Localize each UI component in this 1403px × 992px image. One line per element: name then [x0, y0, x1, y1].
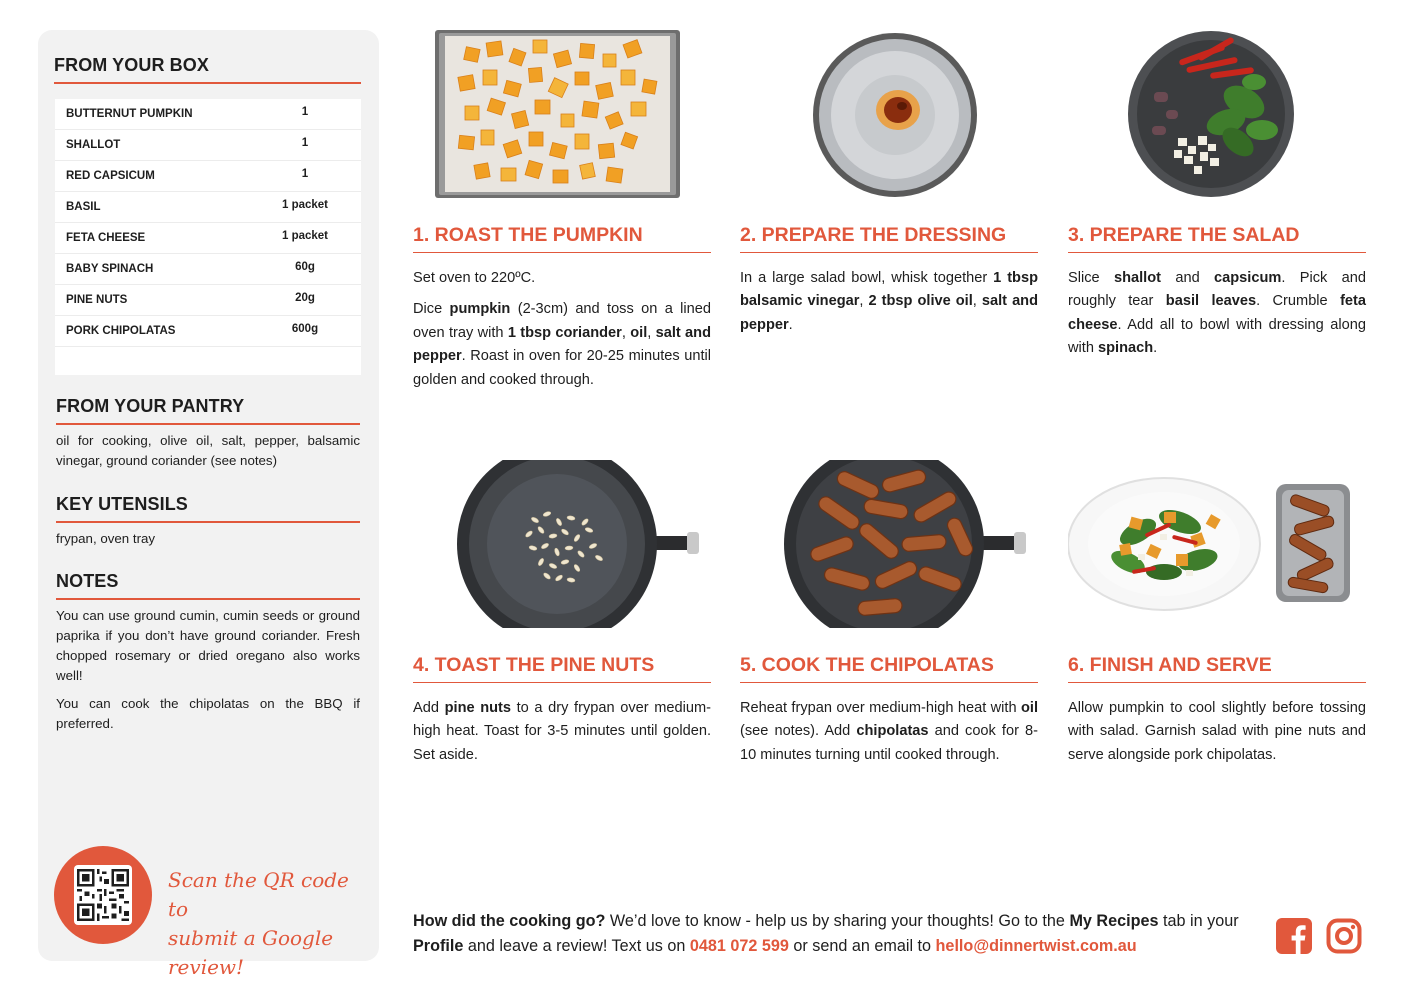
ingredient-qty: 1 packet	[281, 199, 329, 211]
ingredient-name: FETA CHEESE	[66, 232, 146, 244]
from-your-pantry-heading: FROM YOUR PANTRY	[56, 396, 360, 425]
qr-caption	[168, 866, 368, 982]
ingredient-qty: 1	[301, 137, 309, 149]
from-your-box-heading: FROM YOUR BOX	[54, 55, 361, 84]
qr-code-icon[interactable]	[74, 865, 132, 925]
ingredient-name: BUTTERNUT PUMPKIN	[66, 108, 193, 120]
table-row	[55, 254, 361, 285]
table-row	[55, 130, 361, 161]
step-body	[740, 267, 1038, 337]
step-text: Add pine nuts to a dry frypan over medium-high heat. Toast for 3-5 minutes until golden. Set aside.	[413, 700, 711, 763]
ingredient-qty: 1	[301, 106, 309, 118]
ingredient-qty: 1 packet	[281, 230, 329, 242]
facebook-icon[interactable]	[1276, 918, 1312, 954]
table-row	[55, 161, 361, 192]
pantry-text: oil for cooking, olive oil, salt, pepper, balsamic vinegar, ground coriander (see notes)	[56, 433, 360, 468]
step-body	[740, 697, 1038, 767]
table-row	[55, 316, 361, 347]
step-title: 1. ROAST THE PUMPKIN	[413, 224, 711, 253]
instagram-icon[interactable]	[1326, 918, 1362, 954]
qr-badge	[54, 846, 152, 944]
step-6	[1068, 460, 1366, 830]
ingredient-name: BABY SPINACH	[66, 263, 154, 275]
note-text: You can cook the chipolatas on the BBQ if preferred.	[56, 696, 360, 731]
ingredients-sidebar	[38, 30, 379, 979]
ingredient-name: PINE NUTS	[66, 294, 128, 306]
notes-heading: NOTES	[56, 571, 360, 600]
ingredient-name: RED CAPSICUM	[66, 170, 155, 182]
step-text: Set oven to 220ºC.	[413, 270, 536, 286]
profile-label: Profile	[413, 937, 464, 955]
step-3	[1068, 30, 1366, 400]
phone-link[interactable]: 0481 072 599	[689, 937, 789, 955]
step-title: 2. PREPARE THE DRESSING	[740, 224, 1038, 253]
ingredient-name: BASIL	[66, 201, 101, 213]
table-row	[55, 285, 361, 316]
step-text: Slice shallot and capsicum. Pick and roughly tear basil leaves. Crumble feta cheese. Add all to bowl with dressing along with spinach.	[1068, 270, 1367, 357]
ingredient-qty: 600g	[291, 323, 319, 335]
step-text: In a large salad bowl, whisk together 1 tbsp balsamic vinegar, 2 tbsp olive oil, salt and pepper.	[740, 270, 1039, 333]
roasted-pumpkin-tray-image	[435, 30, 680, 198]
step-4	[413, 460, 711, 830]
ingredient-qty: 60g	[295, 261, 315, 273]
salad-bowl-image	[1126, 30, 1296, 198]
step-title: 4. TOAST THE PINE NUTS	[413, 654, 711, 683]
step-title: 5. COOK THE CHIPOLATAS	[740, 654, 1038, 683]
my-recipes-label: My Recipes	[1069, 912, 1159, 930]
table-row	[55, 223, 361, 254]
step-text: Allow pumpkin to cool slightly before tossing with salad. Garnish salad with pine nuts and serve alongside pork chipolatas.	[1068, 700, 1366, 763]
ingredients-table	[55, 99, 361, 375]
review-footer: How did the cooking go? We’d love to know - help us by sharing your thoughts! Go to the My Recipes tab in your Profile and leave a review! Text us on 0481 072 599 or send an email to hello@dinnertwist.com.au	[413, 912, 1239, 955]
step-1	[413, 30, 711, 400]
qr-caption-line: Scan the QR code to	[168, 868, 349, 921]
step-title: 3. PREPARE THE SALAD	[1068, 224, 1366, 253]
table-row	[55, 192, 361, 223]
ingredient-name: SHALLOT	[66, 139, 121, 151]
finished-dish-image	[1068, 472, 1358, 614]
key-utensils-heading: KEY UTENSILS	[56, 494, 360, 523]
step-body	[413, 267, 711, 392]
utensils-text: frypan, oven tray	[56, 531, 156, 546]
toasted-pine-nuts-pan-image	[455, 460, 705, 628]
footer-question: How did the cooking go?	[413, 912, 606, 930]
email-link[interactable]: hello@dinnertwist.com.au	[935, 937, 1137, 955]
qr-caption-line: submit a Google review!	[168, 926, 334, 979]
step-body	[413, 697, 711, 767]
table-row	[55, 99, 361, 130]
step-2	[740, 30, 1038, 400]
step-body	[1068, 697, 1366, 767]
ingredient-name: PORK CHIPOLATAS	[66, 325, 176, 337]
step-5	[740, 460, 1038, 830]
step-text: Dice pumpkin (2-3cm) and toss on a lined oven tray with 1 tbsp coriander, oil, salt and pepper. Roast in oven for 20-25 minutes until golden and cooked through.	[413, 301, 712, 388]
ingredient-qty: 1	[301, 168, 309, 180]
dressing-bowl-image	[812, 32, 978, 198]
note-text: You can use ground cumin, cumin seeds or ground paprika if you don’t have ground coriander. Fresh chopped rosemary or dried oregano also works well!	[56, 608, 360, 683]
step-text: Reheat frypan over medium-high heat with oil (see notes). Add chipolatas and cook for 8-10 minutes turning until cooked through.	[740, 700, 1038, 763]
ingredient-qty: 20g	[295, 292, 315, 304]
step-title: 6. FINISH AND SERVE	[1068, 654, 1366, 683]
chipolatas-pan-image	[780, 460, 1032, 628]
step-body	[1068, 267, 1366, 361]
